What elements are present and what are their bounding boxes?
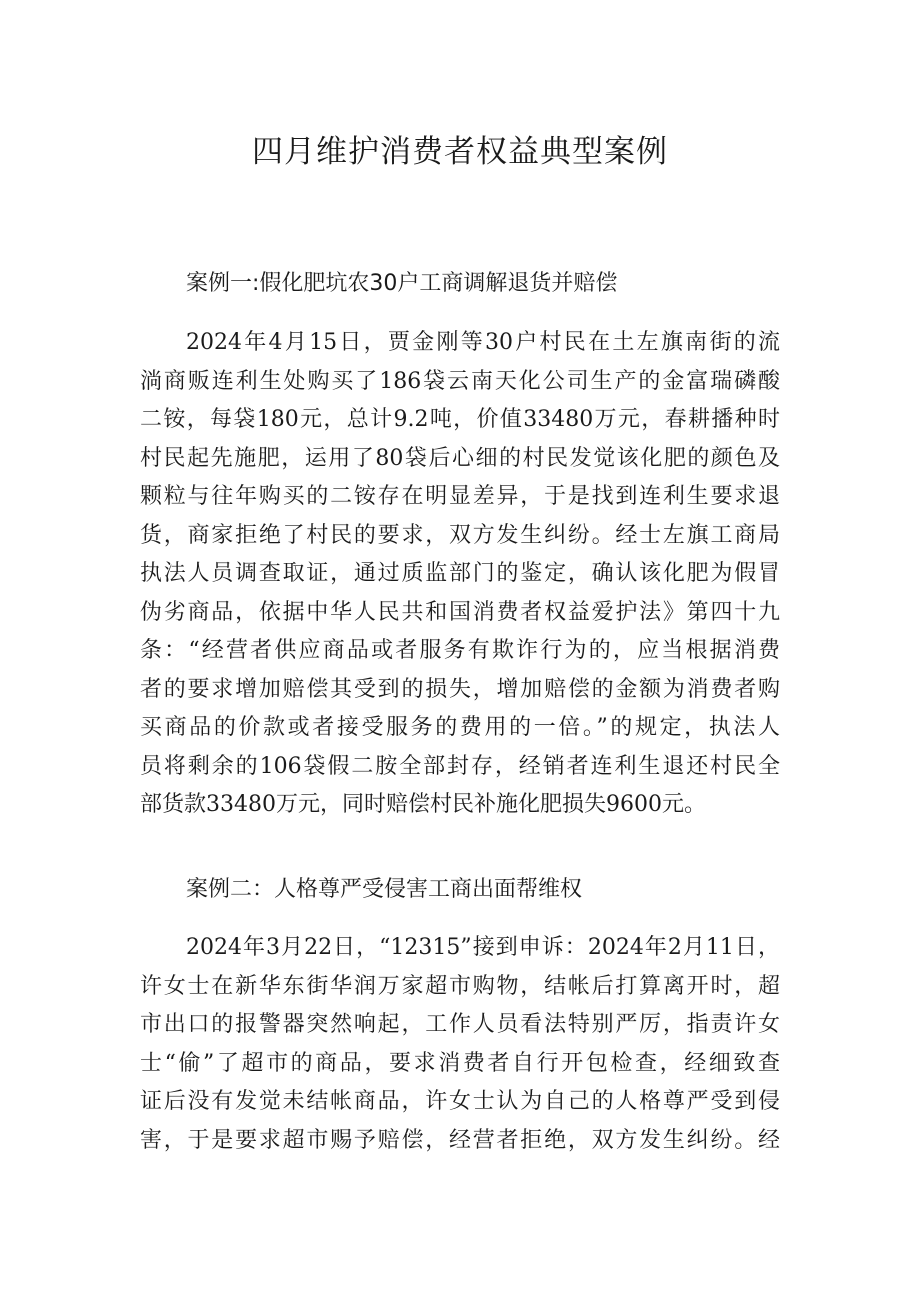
- case-2-heading: 案例二：人格尊严受侵害工商出面帮维权: [186, 877, 583, 902]
- paragraph-line: 执法人员调查取证，通过质监部门的鉴定，确认该化肥为假冒: [140, 561, 780, 586]
- paragraph-line: 2024年4月15日，贾金刚等30户村民在土左旗南街的流: [186, 330, 780, 355]
- paragraph-line: 2024年3月22日，“12315”接到申诉：2024年2月11日，: [186, 935, 780, 960]
- paragraph-line: 许女士在新华东街华润万家超市购物，结帐后打算离开时，超: [140, 973, 780, 999]
- paragraph-line: 士“偷”了超市的商品，要求消费者自行开包检查，经细致查: [140, 1050, 780, 1076]
- paragraph-line: 者的要求增加赔偿其受到的损失，增加赔偿的金额为消费者购: [140, 676, 780, 702]
- paragraph-line: 二铵，每袋180元，总计9.2吨，价值33480万元，春耕播种时: [140, 407, 780, 432]
- paragraph-line: 员将剩余的106袋假二胺全部封存，经销者连利生退还村民全: [140, 753, 780, 779]
- paragraph-line: 部货款33480万元，同时赔偿村民补施化肥损失9600元。: [140, 792, 706, 817]
- paragraph-line: 条：“经营者供应商品或者服务有欺诈行为的，应当根据消费: [140, 638, 780, 663]
- case-1-paragraph: [140, 324, 780, 825]
- document-title: 四月维护消费者权益典型案例: [252, 134, 668, 170]
- paragraph-line: 颗粒与往年购买的二铵存在明显差异，于是找到连利生要求退: [140, 484, 780, 509]
- paragraph-line: 货，商家拒绝了村民的要求，双方发生纠纷。经士左旗工商局: [140, 522, 780, 548]
- paragraph-line: 淌商贩连利生处购买了186袋云南天化公司生产的金富瑞磷酸: [140, 368, 780, 394]
- paragraph-line: 伪劣商品，依据中华人民共和国消费者权益爱护法》第四十九: [140, 599, 780, 625]
- paragraph-line: 市出口的报警器突然响起，工作人员看法特别严厉，指责许女: [140, 1012, 780, 1037]
- paragraph-line: 村民起先施肥，运用了80袋后心细的村民发觉该化肥的颜色及: [140, 445, 780, 471]
- case-1-heading: 案例一:假化肥坑农30户工商调解退货并赔偿: [186, 271, 618, 296]
- case-2-paragraph: [140, 929, 780, 1160]
- paragraph-line: 害，于是要求超市赐予赔偿，经营者拒绝，双方发生纠纷。经: [140, 1127, 780, 1153]
- paragraph-line: 证后没有发觉未结帐商品，许女士认为自己的人格尊严受到侵: [140, 1089, 780, 1114]
- paragraph-line: 买商品的价款或者接受服务的费用的一倍。”的规定，执法人: [140, 715, 780, 740]
